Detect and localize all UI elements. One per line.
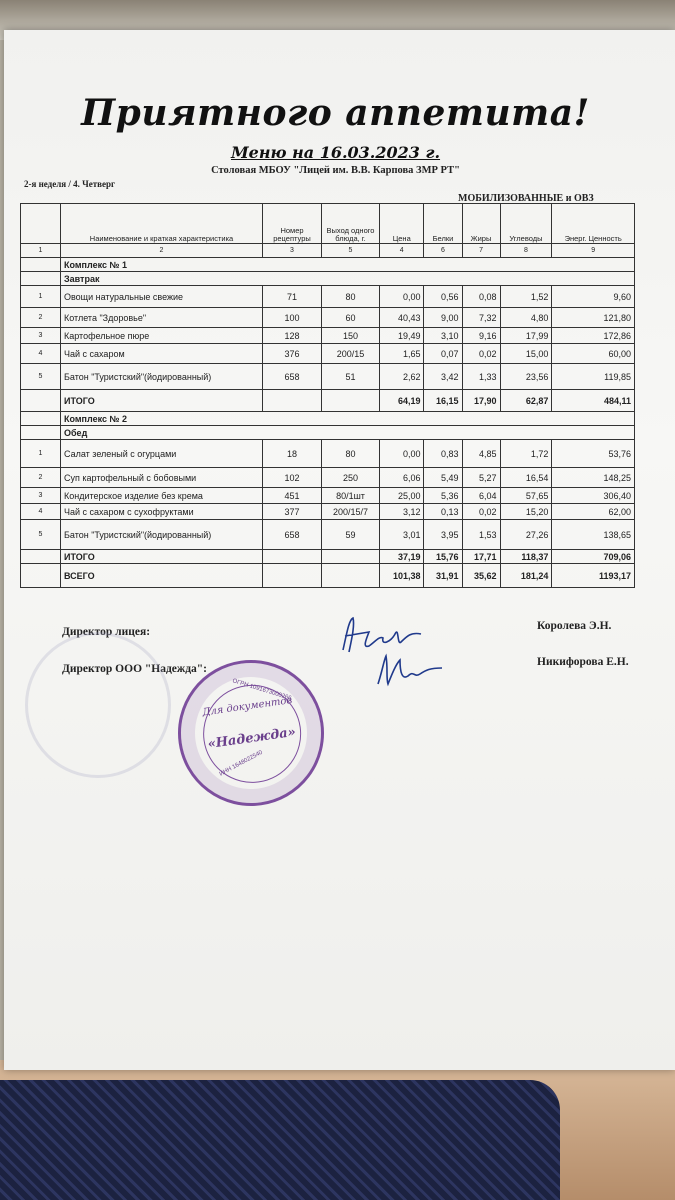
price-cell: 6,06 xyxy=(380,468,424,488)
row-index: 1 xyxy=(21,440,61,468)
protein-cell: 0,13 xyxy=(424,504,462,520)
table-row xyxy=(21,440,635,468)
total-row: ИТОГО 37,19 15,76 17,71 118,37 709,06 xyxy=(21,550,635,564)
row-index: 5 xyxy=(21,520,61,550)
energy-cell: 138,65 xyxy=(552,520,635,550)
fat-cell: 1,53 xyxy=(462,520,500,550)
table-header xyxy=(21,204,635,244)
category-label: МОБИЛИЗОВАННЫЕ и ОВЗ xyxy=(458,193,594,204)
row-index: 3 xyxy=(21,328,61,344)
price-cell: 40,43 xyxy=(380,308,424,328)
carbs-cell: 1,72 xyxy=(500,440,552,468)
total-row: ИТОГО 64,19 16,15 17,90 62,87 484,11 xyxy=(21,390,635,412)
carbs-cell: 27,26 xyxy=(500,520,552,550)
protein-cell: 5,36 xyxy=(424,488,462,504)
row-index: 2 xyxy=(21,308,61,328)
dish-name: Овощи натуральные свежие xyxy=(61,286,263,308)
page-title: Приятного аппетита! xyxy=(81,92,590,134)
fat-cell: 0,02 xyxy=(462,344,500,364)
carbs-cell: 4,80 xyxy=(500,308,552,328)
recipe-number: 451 xyxy=(263,488,322,504)
protein-cell: 3,42 xyxy=(424,364,462,390)
col-energy: Энерг. Ценность xyxy=(552,204,635,244)
director-name: Королева Э.Н. xyxy=(537,620,612,632)
dish-name: Котлета "Здоровье" xyxy=(61,308,263,328)
dish-name: Батон "Туристский"(йодированный) xyxy=(61,520,263,550)
protein-cell: 0,83 xyxy=(424,440,462,468)
energy-cell: 121,80 xyxy=(552,308,635,328)
recipe-number: 71 xyxy=(263,286,322,308)
price-cell: 3,12 xyxy=(380,504,424,520)
row-index: 2 xyxy=(21,468,61,488)
protein-cell: 0,07 xyxy=(424,344,462,364)
director-label: Директор лицея: xyxy=(62,626,151,638)
protein-cell: 3,10 xyxy=(424,328,462,344)
col-carbs: Углеводы xyxy=(500,204,552,244)
carbs-cell: 15,20 xyxy=(500,504,552,520)
grand-total-row: ВСЕГО 101,38 31,91 35,62 181,24 1193,17 xyxy=(21,564,635,588)
portion-output: 80 xyxy=(322,286,380,308)
row-index: 5 xyxy=(21,364,61,390)
price-cell: 2,62 xyxy=(380,364,424,390)
col-price: Цена xyxy=(380,204,424,244)
recipe-number: 376 xyxy=(263,344,322,364)
portion-output: 200/15 xyxy=(322,344,380,364)
table-row xyxy=(21,328,635,344)
row-index: 4 xyxy=(21,344,61,364)
menu-table xyxy=(20,203,635,588)
row-index: 3 xyxy=(21,488,61,504)
price-cell: 19,49 xyxy=(380,328,424,344)
protein-cell: 0,56 xyxy=(424,286,462,308)
faded-stamp xyxy=(25,632,171,778)
col-protein: Белки xyxy=(424,204,462,244)
menu-date: Меню на 16.03.2023 г. xyxy=(230,143,441,162)
ooo-director-label: Директор ООО "Надежда": xyxy=(62,663,208,675)
price-cell: 0,00 xyxy=(380,286,424,308)
complex-row: Комплекс № 1 xyxy=(21,258,635,272)
recipe-number: 102 xyxy=(263,468,322,488)
fat-cell: 6,04 xyxy=(462,488,500,504)
price-cell: 1,65 xyxy=(380,344,424,364)
fat-cell: 0,08 xyxy=(462,286,500,308)
table-row xyxy=(21,468,635,488)
protein-cell: 9,00 xyxy=(424,308,462,328)
breakfast-rows xyxy=(21,286,635,390)
energy-cell: 148,25 xyxy=(552,468,635,488)
protein-cell: 5,49 xyxy=(424,468,462,488)
ooo-signature xyxy=(372,650,452,690)
energy-cell: 62,00 xyxy=(552,504,635,520)
table-row xyxy=(21,520,635,550)
school-name: Столовая МБОУ "Лицей им. В.В. Карпова ЗМР РТ" xyxy=(211,165,460,176)
recipe-number: 658 xyxy=(263,364,322,390)
price-cell: 25,00 xyxy=(380,488,424,504)
recipe-number: 658 xyxy=(263,520,322,550)
carbs-cell: 23,56 xyxy=(500,364,552,390)
carbs-cell: 57,65 xyxy=(500,488,552,504)
fat-cell: 9,16 xyxy=(462,328,500,344)
dish-name: Батон "Туристский"(йодированный) xyxy=(61,364,263,390)
table-row xyxy=(21,344,635,364)
energy-cell: 60,00 xyxy=(552,344,635,364)
fat-cell: 0,02 xyxy=(462,504,500,520)
protein-cell: 3,95 xyxy=(424,520,462,550)
carbs-cell: 16,54 xyxy=(500,468,552,488)
portion-output: 150 xyxy=(322,328,380,344)
recipe-number: 18 xyxy=(263,440,322,468)
table-row xyxy=(21,308,635,328)
col-fat: Жиры xyxy=(462,204,500,244)
portion-output: 80/1шт xyxy=(322,488,380,504)
dish-name: Чай с сахаром xyxy=(61,344,263,364)
table-row xyxy=(21,504,635,520)
dish-name: Суп картофельный с бобовыми xyxy=(61,468,263,488)
carbs-cell: 15,00 xyxy=(500,344,552,364)
meal-row: Обед xyxy=(21,426,635,440)
table-row xyxy=(21,286,635,308)
energy-cell: 119,85 xyxy=(552,364,635,390)
energy-cell: 53,76 xyxy=(552,440,635,468)
recipe-number: 128 xyxy=(263,328,322,344)
row-index: 1 xyxy=(21,286,61,308)
dish-name: Салат зеленый с огурцами xyxy=(61,440,263,468)
portion-output: 200/15/7 xyxy=(322,504,380,520)
portion-output: 60 xyxy=(322,308,380,328)
column-numbers: 1 2 3 5 4 6 7 8 9 xyxy=(21,244,635,258)
ooo-director-name: Никифорова Е.Н. xyxy=(537,656,629,668)
recipe-number: 377 xyxy=(263,504,322,520)
energy-cell: 306,40 xyxy=(552,488,635,504)
energy-cell: 9,60 xyxy=(552,286,635,308)
complex-row: Комплекс № 2 xyxy=(21,412,635,426)
portion-output: 51 xyxy=(322,364,380,390)
col-output: Выход одного блюда, г. xyxy=(322,204,380,244)
fabric xyxy=(0,1080,560,1200)
price-cell: 3,01 xyxy=(380,520,424,550)
meal-row: Завтрак xyxy=(21,272,635,286)
row-index: 4 xyxy=(21,504,61,520)
portion-output: 59 xyxy=(322,520,380,550)
price-cell: 0,00 xyxy=(380,440,424,468)
lunch-rows xyxy=(21,440,635,550)
fat-cell: 7,32 xyxy=(462,308,500,328)
portion-output: 250 xyxy=(322,468,380,488)
table-row xyxy=(21,488,635,504)
fat-cell: 5,27 xyxy=(462,468,500,488)
portion-output: 80 xyxy=(322,440,380,468)
carbs-cell: 1,52 xyxy=(500,286,552,308)
energy-cell: 172,86 xyxy=(552,328,635,344)
fat-cell: 1,33 xyxy=(462,364,500,390)
col-name: Наименование и краткая характеристика xyxy=(61,204,263,244)
organization-stamp: ОГРН 1091673000266 Для документов «Надежда» ИНН 1648022540 xyxy=(169,651,334,816)
week-day: 2-я неделя / 4. Четверг xyxy=(24,179,116,189)
table-row xyxy=(21,364,635,390)
recipe-number: 100 xyxy=(263,308,322,328)
dish-name: Кондитерское изделие без крема xyxy=(61,488,263,504)
col-recipe: Номер рецептуры xyxy=(263,204,322,244)
dish-name: Картофельное пюре xyxy=(61,328,263,344)
dish-name: Чай с сахаром с сухофруктами xyxy=(61,504,263,520)
fat-cell: 4,85 xyxy=(462,440,500,468)
carbs-cell: 17,99 xyxy=(500,328,552,344)
